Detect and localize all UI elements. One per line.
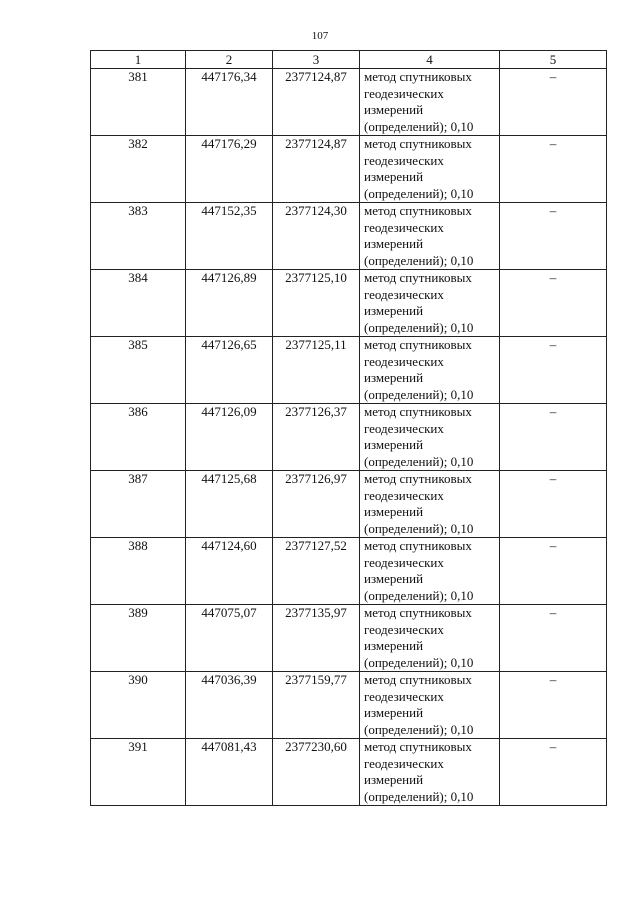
method-cell — [360, 203, 500, 270]
page-number: 107 — [311, 30, 329, 42]
method-line: геодезических — [364, 755, 444, 771]
method-line: измерений — [364, 772, 424, 787]
note-cell: – — [500, 404, 607, 471]
note-cell: – — [500, 739, 607, 806]
method-line: геодезических — [364, 420, 444, 436]
column-header: 1 — [91, 51, 186, 69]
table-body — [91, 69, 607, 806]
point-number-cell: 389 — [91, 605, 186, 672]
method-cell — [360, 739, 500, 806]
method-cell — [360, 672, 500, 739]
x-coordinate-cell: 447124,60 — [186, 538, 273, 605]
method-line: (определений); 0,10 — [364, 587, 474, 603]
x-coordinate-cell: 447176,34 — [186, 69, 273, 136]
method-line: геодезических — [364, 487, 444, 503]
method-line: (определений); 0,10 — [364, 118, 474, 134]
note-cell: – — [500, 672, 607, 739]
x-coordinate-cell: 447176,29 — [186, 136, 273, 203]
table-row — [91, 672, 607, 739]
method-line: (определений); 0,10 — [364, 252, 474, 268]
method-line: (определений); 0,10 — [364, 721, 474, 737]
point-number-cell: 388 — [91, 538, 186, 605]
y-coordinate-cell: 2377124,30 — [273, 203, 360, 270]
method-line: (определений); 0,10 — [364, 185, 474, 201]
method-line: геодезических — [364, 688, 444, 704]
method-line: геодезических — [364, 353, 444, 369]
point-number-cell: 383 — [91, 203, 186, 270]
method-line: измерений — [364, 236, 424, 251]
method-line: измерений — [364, 638, 424, 653]
method-line: метод спутниковых — [364, 672, 472, 687]
method-line: (определений); 0,10 — [364, 654, 474, 670]
method-cell — [360, 404, 500, 471]
point-number-cell: 386 — [91, 404, 186, 471]
table-header-row — [91, 51, 607, 69]
method-line: измерений — [364, 504, 424, 519]
column-header: 2 — [186, 51, 273, 69]
method-line: измерений — [364, 102, 424, 117]
point-number-cell: 390 — [91, 672, 186, 739]
point-number-cell: 381 — [91, 69, 186, 136]
method-line: метод спутниковых — [364, 136, 472, 151]
method-line: геодезических — [364, 152, 444, 168]
point-number-cell: 384 — [91, 270, 186, 337]
note-cell: – — [500, 538, 607, 605]
y-coordinate-cell: 2377230,60 — [273, 739, 360, 806]
y-coordinate-cell: 2377124,87 — [273, 69, 360, 136]
table-row — [91, 739, 607, 806]
note-cell: – — [500, 270, 607, 337]
method-line: (определений); 0,10 — [364, 520, 474, 536]
point-number-cell: 382 — [91, 136, 186, 203]
method-line: метод спутниковых — [364, 337, 472, 352]
table-row — [91, 538, 607, 605]
x-coordinate-cell: 447126,65 — [186, 337, 273, 404]
method-cell — [360, 337, 500, 404]
y-coordinate-cell: 2377125,11 — [273, 337, 360, 404]
table-row — [91, 136, 607, 203]
method-line: (определений); 0,10 — [364, 386, 474, 402]
column-header: 5 — [500, 51, 607, 69]
note-cell: – — [500, 337, 607, 404]
method-cell — [360, 605, 500, 672]
note-cell: – — [500, 136, 607, 203]
method-line: метод спутниковых — [364, 404, 472, 419]
table-row — [91, 471, 607, 538]
method-cell — [360, 69, 500, 136]
method-line: геодезических — [364, 219, 444, 235]
x-coordinate-cell: 447125,68 — [186, 471, 273, 538]
method-line: геодезических — [364, 85, 444, 101]
table-row — [91, 69, 607, 136]
note-cell: – — [500, 69, 607, 136]
table-row — [91, 270, 607, 337]
note-cell: – — [500, 605, 607, 672]
x-coordinate-cell: 447126,89 — [186, 270, 273, 337]
method-cell — [360, 270, 500, 337]
method-line: геодезических — [364, 621, 444, 637]
note-cell: – — [500, 203, 607, 270]
note-cell: – — [500, 471, 607, 538]
point-number-cell: 385 — [91, 337, 186, 404]
method-line: измерений — [364, 437, 424, 452]
method-line: измерений — [364, 169, 424, 184]
method-cell — [360, 136, 500, 203]
method-line: измерений — [364, 303, 424, 318]
method-line: геодезических — [364, 286, 444, 302]
method-line: метод спутниковых — [364, 203, 472, 218]
y-coordinate-cell: 2377125,10 — [273, 270, 360, 337]
table-row — [91, 337, 607, 404]
y-coordinate-cell: 2377159,77 — [273, 672, 360, 739]
x-coordinate-cell: 447075,07 — [186, 605, 273, 672]
method-line: метод спутниковых — [364, 538, 472, 553]
y-coordinate-cell: 2377124,87 — [273, 136, 360, 203]
coordinates-table — [90, 50, 607, 806]
column-header: 3 — [273, 51, 360, 69]
y-coordinate-cell: 2377126,97 — [273, 471, 360, 538]
method-line: измерений — [364, 705, 424, 720]
method-cell — [360, 471, 500, 538]
x-coordinate-cell: 447081,43 — [186, 739, 273, 806]
method-line: метод спутниковых — [364, 471, 472, 486]
method-cell — [360, 538, 500, 605]
method-line: геодезических — [364, 554, 444, 570]
method-line: метод спутниковых — [364, 69, 472, 84]
method-line: (определений); 0,10 — [364, 453, 474, 469]
method-line: (определений); 0,10 — [364, 788, 474, 804]
method-line: измерений — [364, 571, 424, 586]
x-coordinate-cell: 447152,35 — [186, 203, 273, 270]
method-line: метод спутниковых — [364, 605, 472, 620]
method-line: (определений); 0,10 — [364, 319, 474, 335]
method-line: метод спутниковых — [364, 270, 472, 285]
table-row — [91, 203, 607, 270]
x-coordinate-cell: 447126,09 — [186, 404, 273, 471]
table-row — [91, 605, 607, 672]
x-coordinate-cell: 447036,39 — [186, 672, 273, 739]
method-line: измерений — [364, 370, 424, 385]
y-coordinate-cell: 2377135,97 — [273, 605, 360, 672]
table-row — [91, 404, 607, 471]
point-number-cell: 391 — [91, 739, 186, 806]
y-coordinate-cell: 2377126,37 — [273, 404, 360, 471]
method-line: метод спутниковых — [364, 739, 472, 754]
point-number-cell: 387 — [91, 471, 186, 538]
column-header: 4 — [360, 51, 500, 69]
y-coordinate-cell: 2377127,52 — [273, 538, 360, 605]
